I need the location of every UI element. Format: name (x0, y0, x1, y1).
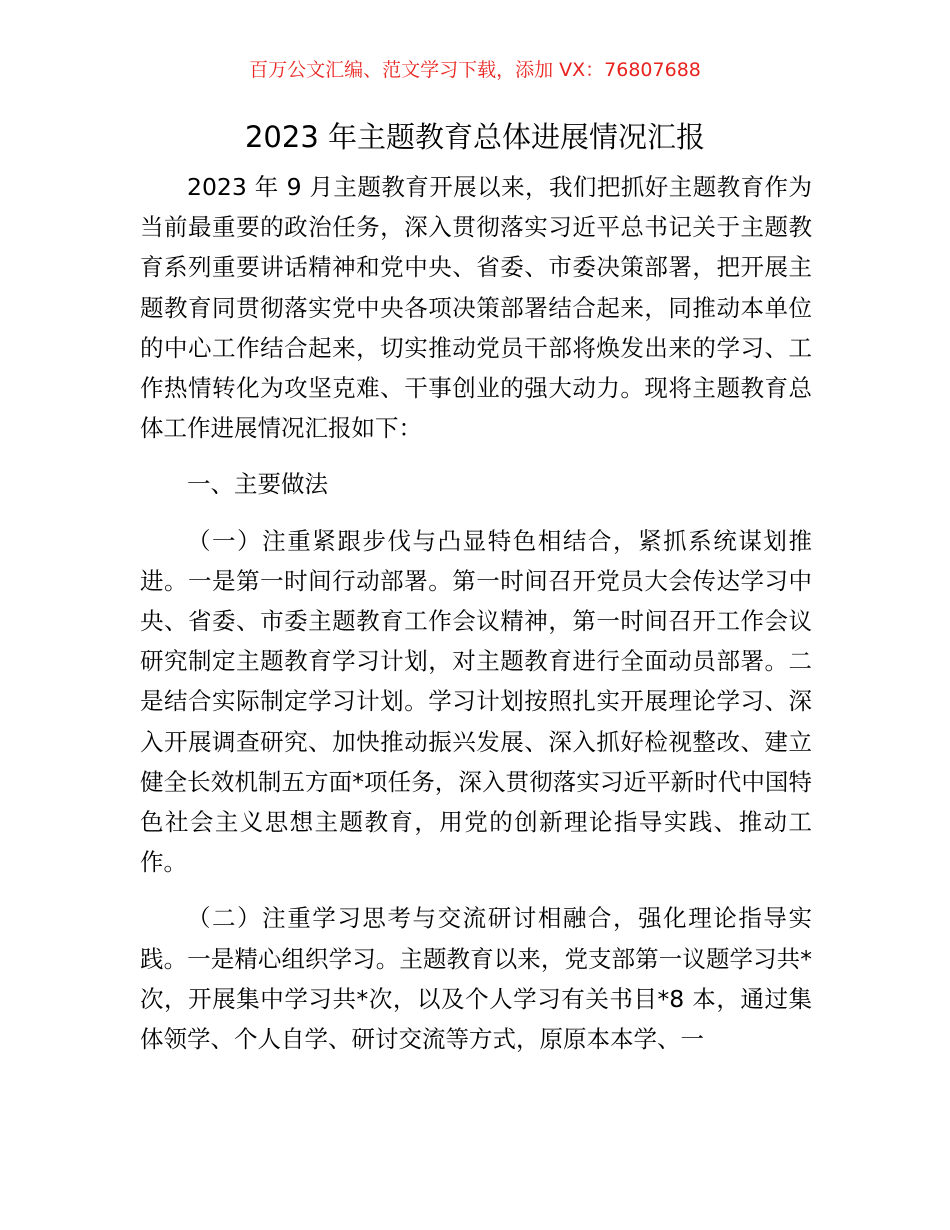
document-body (140, 167, 812, 1059)
watermark-banner: 百万公文汇编、范文学习下载，添加 VX：76807688 (249, 59, 701, 81)
intro-paragraph: 2023 年 9 月主题教育开展以来，我们把抓好主题教育作为当前最重要的政治任务，深入贯彻落实习近平总书记关于主题教育系列重要讲话精神和党中央、省委、市委决策部署，把开展主题教育同贯彻落实党中央各项决策部署结合起来，同推动本单位的中心工作结合起来，切实推动党员干部将焕发出来的学习、工作热情转化为攻坚克难、干事创业的强大动力。现将主题教育总体工作进展情况汇报如下： (140, 173, 812, 443)
section-heading: 一、主要做法 (187, 470, 328, 499)
document-title: 2023 年主题教育总体进展情况汇报 (244, 120, 706, 154)
subsection-paragraph: （二）注重学习思考与交流研讨相融合，强化理论指导实践。一是精心组织学习。主题教育以来，党支部第一议题学习共*次，开展集中学习共*次，以及个人学习有关书目*8 本，通过集体领学、个人自学、研讨交流等方式，原原本本学、一 (140, 904, 812, 1054)
subsection-paragraph: （一）注重紧跟步伐与凸显特色相结合，紧抓系统谋划推进。一是第一时间行动部署。第一时间召开党员大会传达学习中央、省委、市委主题教育工作会议精神，第一时间召开工作会议研究制定主题教育学习计划，对主题教育进行全面动员部署。二是结合实际制定学习计划。学习计划按照扎实开展理论学习、深入开展调查研究、加快推动振兴发展、深入抓好检视整改、建立健全长效机制五方面*项任务，深入贯彻落实习近平新时代中国特色社会主义思想主题教育，用党的创新理论指导实践、推动工作。 (140, 526, 812, 877)
